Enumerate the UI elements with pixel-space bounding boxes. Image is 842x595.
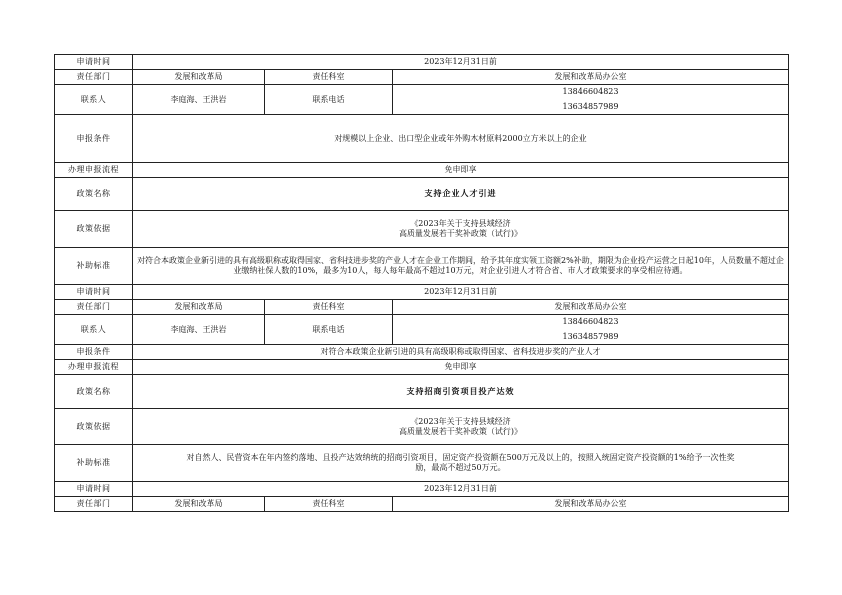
row-apply-time [55,482,789,497]
row-apply-time [55,55,789,70]
dept-label: 责任部门 [55,300,133,315]
subsidy-value [133,445,789,482]
subsidy-value: 对符合本政策企业新引进的具有高级职称或取得国家、省科技进步奖的产业人才在企业工作期间，给予其年度实领工资额2%补助，期限为企业投产运营之日起10年，人员数量不超过企业缴纳社保人数的10%，最多为10人，每人每年最高不超过10万元，对企业引进人才符合省、市人才政策要求的享受相应待遇。 [133,248,789,285]
section-value: 发展和改革局办公室 [393,300,789,315]
condition-label: 申报条件 [55,115,133,163]
policy-basis-value [133,409,789,445]
policy-title: 支持招商引资项目投产达效 [133,375,789,409]
row-policy-name [55,375,789,409]
row-process [55,360,789,375]
phone-label: 联系电话 [265,85,393,115]
policy-table [54,54,789,512]
phone-number-2: 13634857989 [562,102,619,111]
row-condition [55,345,789,360]
row-process [55,163,789,178]
policy-basis-label: 政策依据 [55,409,133,445]
phone-value [393,85,789,115]
section-label: 责任科室 [265,70,393,85]
condition-value: 对符合本政策企业新引进的具有高级职称或取得国家、省科技进步奖的产业人才 [133,345,789,360]
basis-line-1: 《2023年关于支持县域经济 [410,416,511,426]
row-dept [55,497,789,512]
row-contact [55,85,789,115]
row-policy-basis [55,409,789,445]
basis-line-1: 《2023年关于支持县域经济 [410,219,511,228]
phone-number-1: 13846604823 [562,317,619,326]
process-label: 办理申报流程 [55,163,133,178]
dept-label: 责任部门 [55,497,133,512]
apply-time-label: 申请时间 [55,285,133,300]
phone-number-2: 13634857989 [562,332,619,341]
subsidy-line-2: 励，最高不超过50万元。 [415,463,506,472]
contact-label: 联系人 [55,315,133,345]
basis-line-2: 高质量发展若干奖补政策（试行)》 [398,229,523,238]
row-subsidy [55,445,789,482]
policy-basis-label: 政策依据 [55,211,133,248]
phone-label: 联系电话 [265,315,393,345]
dept-value: 发展和改革局 [133,300,265,315]
policy-name-label: 政策名称 [55,178,133,211]
process-label: 办理申报流程 [55,360,133,375]
dept-label: 责任部门 [55,70,133,85]
phone-value [393,315,789,345]
policy-name-label: 政策名称 [55,375,133,409]
dept-value: 发展和改革局 [133,497,265,512]
subsidy-label: 补助标准 [55,248,133,285]
dept-value: 发展和改革局 [133,70,265,85]
apply-time-value: 2023年12月31日前 [133,285,789,300]
contact-value: 李庭海、王洪岩 [133,85,265,115]
row-apply-time [55,285,789,300]
subsidy-line-1: 对自然人、民营资本在年内签约落地、且投产达效纳统的招商引资项目，固定资产投资额在500万元及以上的，按照入统固定资产投资额的1%给予一次性奖 [186,453,735,462]
row-dept [55,70,789,85]
section-value: 发展和改革局办公室 [393,497,789,512]
row-policy-basis [55,211,789,248]
process-value: 免申即享 [133,163,789,178]
policy-basis-value [133,211,789,248]
basis-line-2: 高质量发展若干奖补政策（试行)》 [398,426,523,436]
apply-time-label: 申请时间 [55,482,133,497]
contact-value: 李庭海、王洪岩 [133,315,265,345]
policy-title: 支持企业人才引进 [133,178,789,211]
condition-value: 对规模以上企业、出口型企业或年外购木材原料2000立方米以上的企业 [133,115,789,163]
apply-time-value: 2023年12月31日前 [133,55,789,70]
row-subsidy [55,248,789,285]
contact-label: 联系人 [55,85,133,115]
section-label: 责任科室 [265,300,393,315]
condition-label: 申报条件 [55,345,133,360]
row-contact [55,315,789,345]
row-dept [55,300,789,315]
row-policy-name [55,178,789,211]
apply-time-label: 申请时间 [55,55,133,70]
section-label: 责任科室 [265,497,393,512]
row-condition [55,115,789,163]
process-value: 免申即享 [133,360,789,375]
section-value: 发展和改革局办公室 [393,70,789,85]
phone-number-1: 13846604823 [562,87,619,96]
subsidy-label: 补助标准 [55,445,133,482]
apply-time-value: 2023年12月31日前 [133,482,789,497]
